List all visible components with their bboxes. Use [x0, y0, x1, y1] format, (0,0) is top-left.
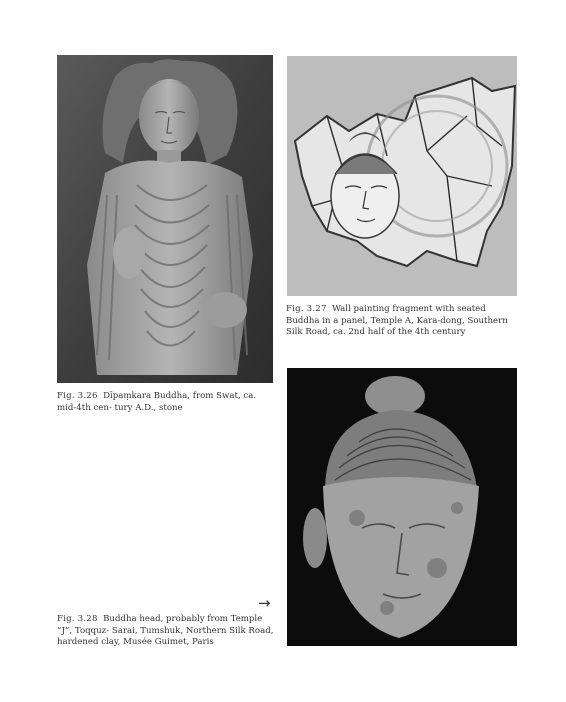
- next-arrow: →: [258, 594, 271, 612]
- figure-3-28-number: Fig. 3.28: [57, 614, 98, 624]
- figure-3-27-number: Fig. 3.27: [286, 304, 327, 314]
- figure-3-27-image: [287, 56, 517, 296]
- figure-3-27-caption: [286, 304, 518, 339]
- figure-3-26-image: [57, 55, 273, 383]
- figure-3-28-caption: [57, 614, 275, 649]
- figure-3-28-text: Buddha head, probably from Temple “J”, Toqquz- Sarai, Tumshuk, Northern Silk Road, hardened clay, Musée Guimet, Paris: [57, 614, 274, 648]
- figure-3-27-text: Wall painting fragment with seated Buddha in a panel, Temple A, Kara-dong, Southern Silk Road, ca. 2nd half of the 4th century: [286, 304, 508, 338]
- figure-3-28-image: [287, 368, 517, 646]
- figure-3-26-caption: [57, 391, 273, 414]
- figure-3-26-number: Fig. 3.26: [57, 391, 98, 401]
- figure-3-26-text: Dīpaṃkara Buddha, from Swat, ca. mid-4th cen- tury A.D., stone: [57, 391, 257, 413]
